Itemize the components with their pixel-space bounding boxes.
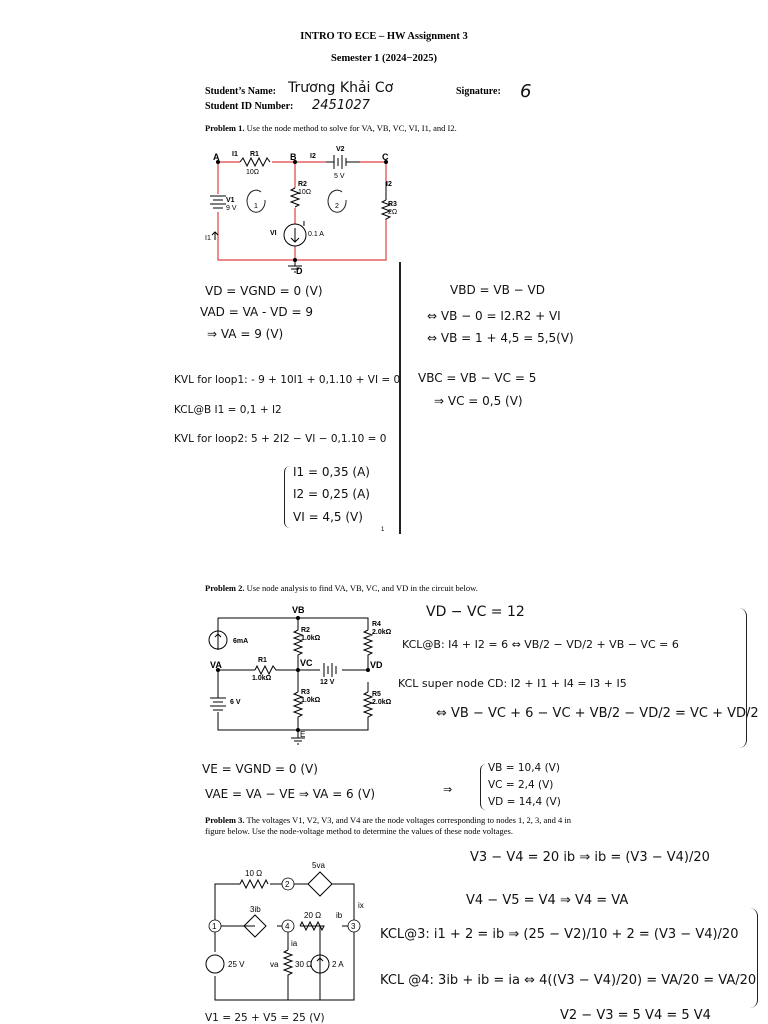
label-vb: VB [292, 605, 305, 615]
p2-implies: ⇒ [443, 783, 453, 796]
node-b2-dot [296, 616, 300, 620]
problem1-statement [205, 123, 585, 134]
label-6v: 6 V [230, 699, 241, 706]
semester: Semester 1 (2024−2025) [330, 53, 438, 64]
p1-kcl-b: KCL@B I1 = 0,1 + I2 [174, 404, 282, 416]
p1-kvl-loop1: KVL for loop1: - 9 + 10I1 + 0,1.10 + VI = 0 [174, 374, 401, 386]
label-n2: 2 [285, 880, 290, 889]
problem2-statement [205, 583, 585, 594]
problem2-circuit [200, 600, 400, 750]
p1-work-line-2: VAD = VA - VD = 9 [200, 305, 313, 319]
p1-work-line-1: VD = VGND = 0 (V) [205, 284, 323, 298]
label-va: VA [210, 660, 222, 670]
label-6ma: 6mA [233, 638, 249, 645]
p3-eq-v2v3: V2 − V3 = 5 V4 = 5 V4 [560, 1008, 711, 1023]
label-node-a: A [213, 152, 220, 162]
p1-right-line-4: VBC = VB − VC = 5 [418, 371, 537, 385]
p1-right-line-3: ⇔ VB = 1 + 4,5 = 5,5(V) [427, 331, 574, 345]
label-i-val: 0.1 A [308, 231, 324, 238]
label-2a: 2 A [332, 960, 344, 969]
p1-result-i2: I2 = 0,25 (A) [293, 487, 370, 501]
p1-right-line-1: VBD = VB − VD [450, 283, 545, 297]
label-i1-left: I1 [205, 235, 211, 242]
label-r2-p2-val: 1.0kΩ [301, 635, 321, 642]
p1-right-line-5: ⇒ VC = 0,5 (V) [434, 394, 523, 408]
p2-answer-vc: VC = 2,4 (V) [488, 779, 554, 791]
problem3-heading: Problem 3. [205, 815, 245, 825]
label-v1: V1 [226, 197, 235, 204]
label-r1-p2: R1 [258, 657, 267, 664]
label-3ib: 3ib [250, 905, 261, 914]
p3-eq-v4: V4 − V5 = V4 ⇒ V4 = VA [466, 893, 629, 908]
p2-vae-line: VAE = VA − VE ⇒ VA = 6 (V) [205, 787, 376, 801]
label-20ohm: 20 Ω [304, 911, 322, 920]
label-r1: R1 [250, 151, 259, 158]
problem3-circuit [200, 856, 380, 1024]
label-r3-val: 2Ω [388, 209, 398, 216]
p2-answer-vd: VD = 14,4 (V) [488, 796, 561, 808]
p1-system-brace [284, 466, 293, 528]
problem1-divider [399, 262, 401, 534]
label-5va: 5va [312, 861, 325, 870]
label-node-c: C [382, 152, 389, 162]
label-r5-p2-val: 2.0kΩ [372, 699, 392, 706]
label-vd: VD [370, 660, 383, 670]
label-30ohm: 30 Ω [295, 960, 313, 969]
p1-kvl-loop2: KVL for loop2: 5 + 2I2 − VI − 0,1.10 = 0 [174, 433, 387, 445]
problem1-circuit [200, 142, 400, 278]
label-i2-right: I2 [386, 181, 392, 188]
label-node-d: D [296, 266, 303, 276]
node-d-dot [293, 258, 297, 262]
label-node-b: B [290, 152, 297, 162]
label-i1: I1 [232, 151, 238, 158]
p2-eq-kcl-b: KCL@B: I4 + I2 = 6 ⇔ VB/2 − VD/2 + VB − VC = 6 [402, 638, 679, 651]
p1-result-vi: VI = 4,5 (V) [293, 510, 363, 524]
label-r2-p2: R2 [301, 627, 310, 634]
problem2-heading: Problem 2. [205, 583, 245, 593]
p2-system-brace [738, 608, 747, 748]
label-ia: ia [291, 939, 298, 948]
label-v1-val: 9 V [226, 205, 237, 212]
signature-value: 6 [520, 81, 532, 102]
student-id-value: 2451027 [312, 98, 370, 113]
label-ix: ix [358, 901, 364, 910]
label-r3-p2-val: 1.0kΩ [301, 697, 321, 704]
label-r2: R2 [298, 181, 307, 188]
label-r1-val: 10Ω [246, 169, 260, 176]
label-i2-top: I2 [310, 153, 316, 160]
problem1-text: Use the node method to solve for VA, VB, VC, VI, I1, and I2. [246, 123, 457, 133]
label-loop1: 1 [254, 203, 258, 210]
p2-answer-vb: VB = 10,4 (V) [488, 762, 560, 774]
label-r4-p2: R4 [372, 621, 381, 628]
label-ib: ib [336, 911, 343, 920]
label-12v: 12 V [320, 679, 335, 686]
label-10ohm: 10 Ω [245, 869, 263, 878]
p1-result-i1: I1 = 0,35 (A) [293, 465, 370, 479]
signature-label: Signature: [456, 86, 501, 97]
label-r3-p2: R3 [301, 689, 310, 696]
label-va-node: va [270, 960, 279, 969]
student-name-value: Trương Khải Cơ [288, 80, 394, 96]
label-n4: 4 [285, 922, 290, 931]
problem3-statement [205, 815, 575, 837]
label-r2-val: 10Ω [298, 189, 312, 196]
p2-eq-vd-vc: VD − VC = 12 [426, 604, 525, 620]
label-vi: VI [270, 230, 277, 237]
p3-system-brace [750, 908, 758, 1008]
node-c2-dot [296, 668, 300, 672]
label-e: E [300, 730, 306, 739]
p3-eq-kcl4: KCL @4: 3ib + ib = ia ⇔ 4((V3 − V4)/20) = VA/20 = VA/20 [380, 973, 757, 988]
p1-right-line-2: ⇔ VB − 0 = I2.R2 + VI [427, 309, 561, 323]
label-n3: 3 [351, 922, 356, 931]
label-loop2: 2 [335, 203, 339, 210]
p2-eq-expanded: ⇔ VB − VC + 6 − VC + VB/2 − VD/2 = VC + VD/2 [436, 706, 759, 721]
label-n1: 1 [212, 922, 217, 931]
label-25v: 25 V [228, 960, 245, 969]
p3-eq-v1: V1 = 25 + V5 = 25 (V) [205, 1012, 325, 1024]
problem2-text: Use node analysis to find VA, VB, VC, and VD in the circuit below. [246, 583, 478, 593]
p2-ve-line: VE = VGND = 0 (V) [202, 762, 318, 776]
p3-eq-kcl3: KCL@3: i1 + 2 = ib ⇒ (25 − V2)/10 + 2 = (V3 − V4)/20 [380, 927, 739, 942]
student-name-label: Student’s Name: [205, 86, 277, 97]
label-r5-p2: R5 [372, 691, 381, 698]
p1-work-line-3: ⇒ VA = 9 (V) [207, 327, 284, 341]
label-r1-p2-val: 1.0kΩ [252, 675, 272, 682]
label-v2: V2 [336, 146, 345, 153]
label-vc: VC [300, 658, 313, 668]
page-number: 1 [381, 527, 385, 533]
p2-answer-brace [480, 764, 487, 810]
label-r4-p2-val: 2.0kΩ [372, 629, 392, 636]
p3-eq-ib: V3 − V4 = 20 ib ⇒ ib = (V3 − V4)/20 [470, 850, 710, 865]
label-v2-val: 5 V [334, 173, 345, 180]
student-id-label: Student ID Number: [205, 101, 294, 112]
label-r3: R3 [388, 201, 397, 208]
page-title: INTRO TO ECE – HW Assignment 3 [300, 31, 468, 42]
problem3-text: The voltages V1, V2, V3, and V4 are the node voltages corresponding to nodes 1, 2, 3, and 4 in figure below. Use the node-voltage method to determine the values of these node voltages. [205, 815, 571, 836]
label-i: I [303, 221, 305, 228]
p2-eq-kcl-supernode: KCL super node CD: I2 + I1 + I4 = I3 + I5 [398, 677, 627, 690]
problem1-heading: Problem 1. [205, 123, 245, 133]
